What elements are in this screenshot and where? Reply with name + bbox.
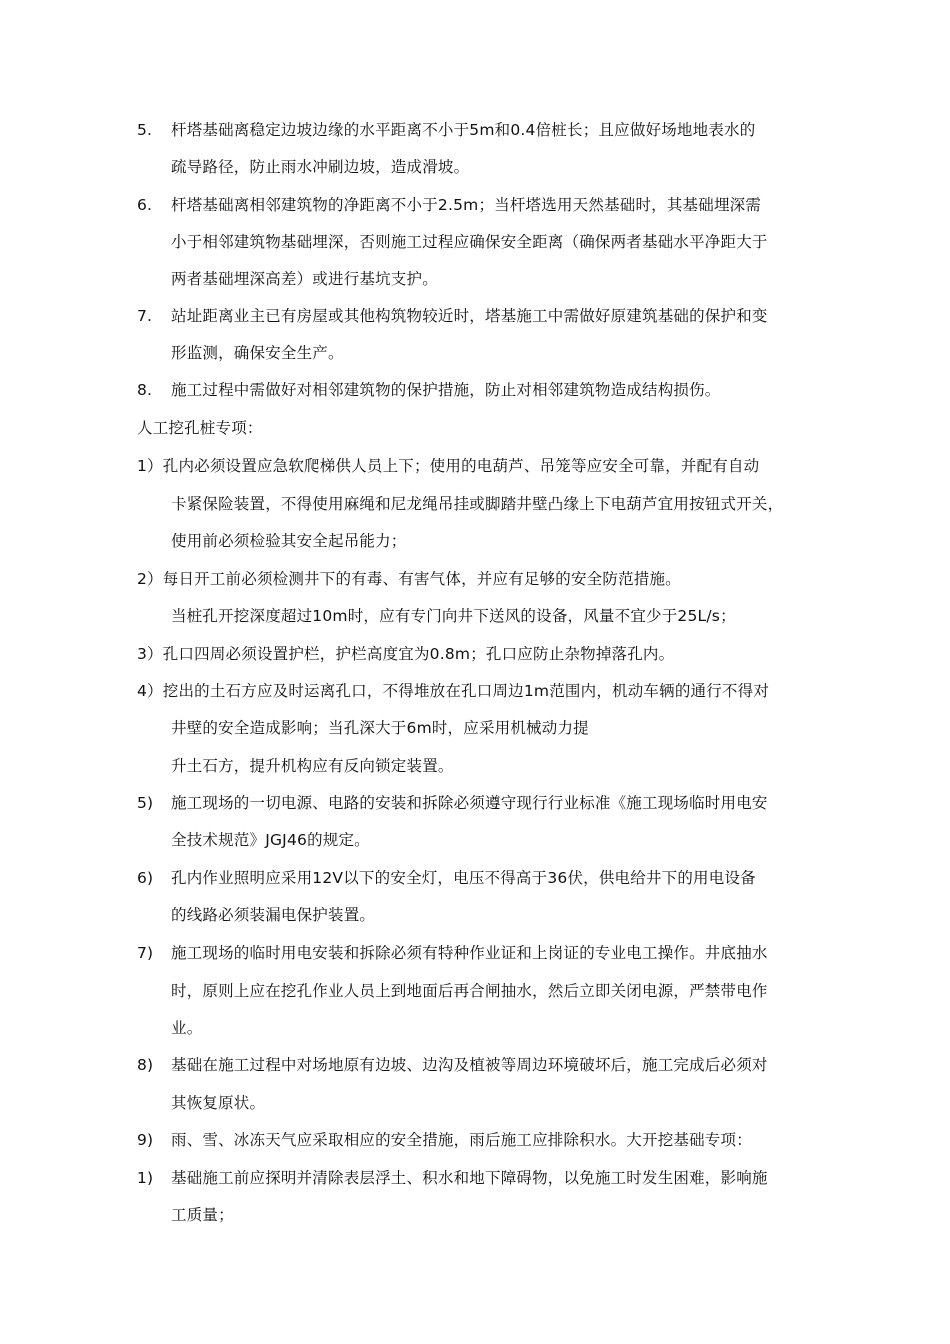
line-text: 施工过程中需做好对相邻建筑物的保护措施，防止对相邻建筑物造成结构损伤。 <box>171 381 721 399</box>
list-item-5b <box>137 793 768 813</box>
text-line: 小于相邻建筑物基础埋深，否则施工过程应确保安全距离（确保两者基础水平净距大于 <box>171 233 768 251</box>
text-line: 井壁的安全造成影响；当孔深大于6m时，应采用机械动力提 <box>171 719 589 737</box>
list-item-6b <box>137 868 756 888</box>
text-line: 时，原则上应在挖孔作业人员上到地面后再合闸抽水，然后立即关闭电源，严禁带电作 <box>171 982 768 1000</box>
line-text: 基础在施工过程中对场地原有边坡、边沟及植被等周边环境破坏后，施工完成后必须对 <box>171 1056 768 1074</box>
list-number: 9) <box>137 1131 154 1149</box>
text-line: 使用前必须检验其安全起吊能力； <box>171 532 407 550</box>
line-text: 施工现场的临时用电安装和拆除必须有特种作业证和上岗证的专业电工操作。井底抽水 <box>171 944 768 962</box>
list-item-8 <box>137 380 721 400</box>
text-line: 1）孔内必须设置应急软爬梯供人员上下；使用的电葫芦、吊笼等应安全可靠，并配有自动 <box>137 457 760 475</box>
text-line: 4）挖出的土石方应及时运离孔口，不得堆放在孔口周边1m范围内，机动车辆的通行不得对 <box>137 682 770 700</box>
list-number: 1) <box>137 1169 154 1187</box>
list-number: 5. <box>137 121 153 139</box>
text-line: 2）每日开工前必须检测井下的有毒、有害气体，并应有足够的安全防范措施。 <box>137 570 681 588</box>
line-text: 站址距离业主已有房屋或其他构筑物较近时，塔基施工中需做好原建筑基础的保护和变 <box>171 307 768 325</box>
list-item-5 <box>137 120 755 140</box>
list-number: 8. <box>137 381 153 399</box>
text-line: 当桩孔开挖深度超过10m时，应有专门向井下送风的设备，风量不宜少于25L/s； <box>171 607 736 625</box>
list-item-7b <box>137 943 768 963</box>
line-text: 杆塔基础离稳定边坡边缘的水平距离不小于5m和0.4倍桩长；且应做好场地地表水的 <box>171 121 756 139</box>
text-line: 形监测，确保安全生产。 <box>171 344 344 362</box>
text-line: 两者基础埋深高差）或进行基坑支护。 <box>171 270 438 288</box>
text-line: 其恢复原状。 <box>171 1094 266 1112</box>
line-text: 施工现场的一切电源、电路的安装和拆除必须遵守现行行业标准《施工现场临时用电安 <box>171 794 768 812</box>
text-line: 全技术规范》JGJ46的规定。 <box>171 831 370 849</box>
list-item-1c <box>137 1168 768 1188</box>
list-item-8b <box>137 1055 768 1075</box>
list-number: 8) <box>137 1056 154 1074</box>
list-item-6 <box>137 195 761 215</box>
line-text: 雨、雪、冰冻天气应采取相应的安全措施，雨后施工应排除积水。大开挖基础专项： <box>171 1131 752 1149</box>
text-line: 工质量； <box>171 1206 234 1224</box>
section-heading-manual-pile: 人工挖孔桩专项： <box>137 419 263 437</box>
list-number: 6) <box>137 869 154 887</box>
text-line: 疏导路径，防止雨水冲刷边坡，造成滑坡。 <box>171 158 470 176</box>
list-number: 7) <box>137 944 154 962</box>
list-item-7 <box>137 306 768 326</box>
text-line: 的线路必须装漏电保护装置。 <box>171 906 376 924</box>
text-line: 卡紧保险装置，不得使用麻绳和尼龙绳吊挂或脚踏井壁凸缘上下电葫芦宜用按钮式开关， <box>171 495 784 513</box>
text-line: 升土石方，提升机构应有反向锁定装置。 <box>171 757 454 775</box>
line-text: 孔内作业照明应采用12V以下的安全灯，电压不得高于36伏，供电给井下的用电设备 <box>171 869 756 887</box>
list-number: 5) <box>137 794 154 812</box>
text-line: 业。 <box>171 1019 203 1037</box>
list-number: 7. <box>137 307 153 325</box>
list-item-9 <box>137 1130 752 1150</box>
text-line: 3）孔口四周必须设置护栏，护栏高度宜为0.8m；孔口应防止杂物掉落孔内。 <box>137 645 675 663</box>
line-text: 基础施工前应探明并清除表层浮土、积水和地下障碍物，以免施工时发生困难，影响施 <box>171 1169 768 1187</box>
list-number: 6. <box>137 196 153 214</box>
line-text: 杆塔基础离相邻建筑物的净距离不小于2.5m；当杆塔选用天然基础时，其基础埋深需 <box>171 196 762 214</box>
